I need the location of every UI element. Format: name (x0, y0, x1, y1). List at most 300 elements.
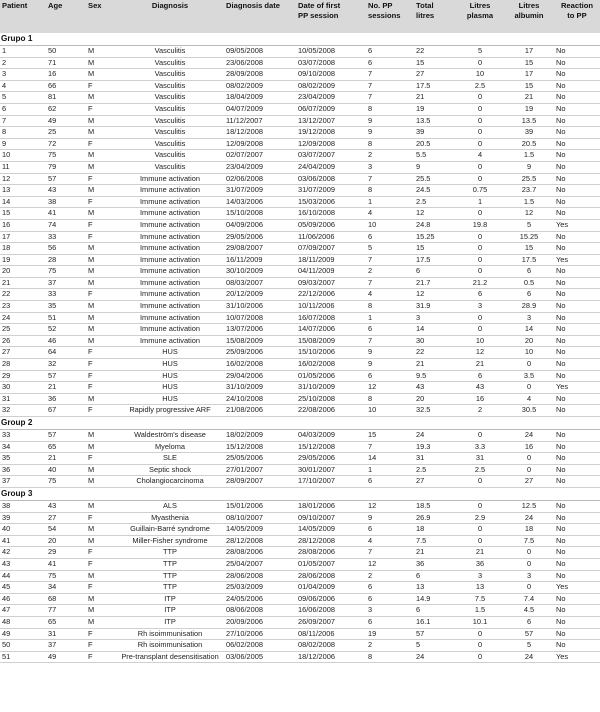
cell-pp-sessions: 12 (366, 382, 414, 394)
cell-reaction: No (554, 335, 600, 347)
cell-diagnosis: Septic shock (116, 464, 224, 476)
cell-patient: 42 (0, 547, 46, 559)
cell-pp-sessions: 8 (366, 301, 414, 313)
cell-diagnosis: HUS (116, 370, 224, 382)
table-row (0, 254, 600, 266)
cell-total-litres: 26.9 (414, 512, 456, 524)
cell-pp-sessions: 2 (366, 150, 414, 162)
cell-reaction: No (554, 524, 600, 536)
cell-sex: M (86, 150, 116, 162)
cell-age: 29 (46, 547, 86, 559)
cell-diagnosis-date: 25/04/2007 (224, 558, 296, 570)
cell-diagnosis: Miller-Fisher syndrome (116, 535, 224, 547)
cell-litres-albumin: 24 (504, 651, 554, 663)
cell-litres-plasma: 0 (456, 138, 504, 150)
column-header-first-pp: Date of first PP session (296, 0, 366, 33)
cell-patient: 27 (0, 347, 46, 359)
cell-sex: F (86, 547, 116, 559)
cell-total-litres: 13 (414, 582, 456, 594)
cell-first-pp: 14/07/2006 (296, 324, 366, 336)
cell-age: 51 (46, 312, 86, 324)
cell-litres-plasma: 3.3 (456, 441, 504, 453)
cell-litres-plasma: 36 (456, 558, 504, 570)
cell-diagnosis-date: 25/05/2006 (224, 453, 296, 465)
cell-diagnosis-date: 28/08/2006 (224, 547, 296, 559)
cell-pp-sessions: 4 (366, 208, 414, 220)
cell-diagnosis: ITP (116, 593, 224, 605)
column-header-litres-albumin: Litres albumin (504, 0, 554, 33)
cell-litres-plasma: 0 (456, 324, 504, 336)
cell-diagnosis-date: 28/06/2008 (224, 570, 296, 582)
cell-patient: 1 (0, 46, 46, 58)
cell-first-pp: 15/08/2009 (296, 335, 366, 347)
table-row (0, 92, 600, 104)
cell-patient: 36 (0, 464, 46, 476)
cell-total-litres: 2.5 (414, 464, 456, 476)
cell-pp-sessions: 6 (366, 524, 414, 536)
cell-total-litres: 27 (414, 69, 456, 81)
cell-litres-plasma: 12 (456, 347, 504, 359)
cell-sex: M (86, 570, 116, 582)
table-row (0, 161, 600, 173)
cell-age: 66 (46, 80, 86, 92)
cell-pp-sessions: 1 (366, 464, 414, 476)
cell-sex: M (86, 301, 116, 313)
cell-litres-albumin: 15.25 (504, 231, 554, 243)
column-header-diagnosis: Diagnosis (116, 0, 224, 33)
cell-sex: M (86, 254, 116, 266)
cell-pp-sessions: 4 (366, 289, 414, 301)
cell-sex: F (86, 347, 116, 359)
cell-total-litres: 6 (414, 570, 456, 582)
table-row (0, 185, 600, 197)
cell-litres-plasma: 0 (456, 651, 504, 663)
cell-diagnosis-date: 20/12/2009 (224, 289, 296, 301)
cell-age: 21 (46, 453, 86, 465)
column-header-total-litres: Total litres (414, 0, 456, 33)
table-row (0, 430, 600, 442)
cell-age: 75 (46, 266, 86, 278)
cell-litres-albumin: 15 (504, 57, 554, 69)
cell-diagnosis-date: 31/07/2009 (224, 185, 296, 197)
cell-total-litres: 2.5 (414, 196, 456, 208)
cell-patient: 41 (0, 535, 46, 547)
cell-reaction: Yes (554, 582, 600, 594)
cell-first-pp: 30/01/2007 (296, 464, 366, 476)
cell-first-pp: 03/07/2008 (296, 57, 366, 69)
cell-litres-albumin: 25.5 (504, 173, 554, 185)
cell-litres-albumin: 5 (504, 640, 554, 652)
cell-litres-plasma: 0 (456, 231, 504, 243)
cell-age: 67 (46, 405, 86, 417)
cell-age: 36 (46, 393, 86, 405)
cell-diagnosis-date: 03/06/2005 (224, 651, 296, 663)
cell-reaction: No (554, 476, 600, 488)
cell-first-pp: 08/11/2006 (296, 628, 366, 640)
cell-reaction: No (554, 69, 600, 81)
cell-first-pp: 28/06/2008 (296, 570, 366, 582)
cell-pp-sessions: 15 (366, 430, 414, 442)
cell-total-litres: 17.5 (414, 254, 456, 266)
cell-sex: M (86, 69, 116, 81)
cell-diagnosis-date: 28/09/2008 (224, 69, 296, 81)
cell-patient: 43 (0, 558, 46, 570)
cell-diagnosis-date: 13/07/2006 (224, 324, 296, 336)
cell-litres-plasma: 4 (456, 150, 504, 162)
cell-first-pp: 10/05/2008 (296, 46, 366, 58)
cell-sex: M (86, 605, 116, 617)
cell-age: 62 (46, 103, 86, 115)
table-row (0, 500, 600, 512)
table-row (0, 266, 600, 278)
cell-age: 37 (46, 277, 86, 289)
table-row (0, 150, 600, 162)
cell-age: 65 (46, 616, 86, 628)
cell-first-pp: 09/10/2007 (296, 512, 366, 524)
cell-patient: 7 (0, 115, 46, 127)
table-row (0, 347, 600, 359)
cell-patient: 31 (0, 393, 46, 405)
cell-pp-sessions: 8 (366, 651, 414, 663)
cell-total-litres: 30 (414, 335, 456, 347)
cell-diagnosis: HUS (116, 359, 224, 371)
cell-diagnosis-date: 02/06/2008 (224, 173, 296, 185)
cell-patient: 6 (0, 103, 46, 115)
cell-sex: M (86, 593, 116, 605)
cell-diagnosis: Immune activation (116, 243, 224, 255)
cell-diagnosis-date: 23/06/2008 (224, 57, 296, 69)
cell-pp-sessions: 7 (366, 441, 414, 453)
cell-sex: F (86, 651, 116, 663)
cell-litres-plasma: 6 (456, 289, 504, 301)
cell-pp-sessions: 8 (366, 393, 414, 405)
cell-pp-sessions: 9 (366, 127, 414, 139)
cell-pp-sessions: 6 (366, 616, 414, 628)
cell-litres-albumin: 16 (504, 441, 554, 453)
cell-patient: 29 (0, 370, 46, 382)
cell-first-pp: 12/09/2008 (296, 138, 366, 150)
cell-total-litres: 15.25 (414, 231, 456, 243)
cell-litres-albumin: 57 (504, 628, 554, 640)
cell-diagnosis: Myeloma (116, 441, 224, 453)
cell-first-pp: 01/05/2006 (296, 370, 366, 382)
cell-sex: F (86, 173, 116, 185)
cell-total-litres: 21 (414, 547, 456, 559)
cell-pp-sessions: 1 (366, 312, 414, 324)
cell-total-litres: 18 (414, 524, 456, 536)
cell-first-pp: 25/10/2008 (296, 393, 366, 405)
table-row (0, 582, 600, 594)
table-body (0, 33, 600, 663)
cell-sex: M (86, 476, 116, 488)
cell-total-litres: 31.9 (414, 301, 456, 313)
cell-diagnosis: Waldeström's disease (116, 430, 224, 442)
cell-litres-plasma: 5 (456, 46, 504, 58)
cell-total-litres: 24 (414, 651, 456, 663)
cell-sex: M (86, 115, 116, 127)
cell-reaction: No (554, 115, 600, 127)
cell-age: 65 (46, 441, 86, 453)
cell-diagnosis-date: 18/02/2009 (224, 430, 296, 442)
cell-patient: 32 (0, 405, 46, 417)
cell-total-litres: 31 (414, 453, 456, 465)
cell-diagnosis-date: 11/12/2007 (224, 115, 296, 127)
cell-age: 75 (46, 150, 86, 162)
cell-litres-albumin: 0.5 (504, 277, 554, 289)
group-label: Group 2 (0, 417, 600, 430)
cell-age: 43 (46, 185, 86, 197)
table-row (0, 382, 600, 394)
cell-patient: 2 (0, 57, 46, 69)
table-row (0, 628, 600, 640)
table-row (0, 208, 600, 220)
cell-age: 21 (46, 382, 86, 394)
cell-age: 57 (46, 430, 86, 442)
cell-total-litres: 19 (414, 103, 456, 115)
cell-diagnosis: Vasculitis (116, 69, 224, 81)
cell-litres-albumin: 30.5 (504, 405, 554, 417)
cell-age: 74 (46, 219, 86, 231)
table-row (0, 289, 600, 301)
cell-pp-sessions: 14 (366, 453, 414, 465)
table-row (0, 547, 600, 559)
cell-litres-plasma: 0 (456, 115, 504, 127)
cell-patient: 47 (0, 605, 46, 617)
cell-pp-sessions: 2 (366, 640, 414, 652)
cell-reaction: No (554, 150, 600, 162)
cell-diagnosis-date: 02/07/2007 (224, 150, 296, 162)
cell-litres-albumin: 3.5 (504, 370, 554, 382)
cell-diagnosis-date: 20/09/2006 (224, 616, 296, 628)
cell-total-litres: 12 (414, 208, 456, 220)
cell-first-pp: 03/06/2008 (296, 173, 366, 185)
cell-diagnosis-date: 15/08/2009 (224, 335, 296, 347)
table-row (0, 69, 600, 81)
cell-first-pp: 28/12/2008 (296, 535, 366, 547)
cell-litres-plasma: 3 (456, 570, 504, 582)
cell-first-pp: 29/05/2006 (296, 453, 366, 465)
cell-reaction: No (554, 512, 600, 524)
cell-diagnosis-date: 15/10/2008 (224, 208, 296, 220)
cell-litres-albumin: 4 (504, 393, 554, 405)
cell-sex: F (86, 231, 116, 243)
cell-total-litres: 21 (414, 359, 456, 371)
cell-patient: 40 (0, 524, 46, 536)
cell-diagnosis: Vasculitis (116, 80, 224, 92)
table-row (0, 605, 600, 617)
cell-litres-albumin: 39 (504, 127, 554, 139)
cell-patient: 23 (0, 301, 46, 313)
cell-litres-albumin: 0 (504, 464, 554, 476)
cell-litres-albumin: 24 (504, 512, 554, 524)
cell-first-pp: 18/11/2009 (296, 254, 366, 266)
cell-diagnosis: Guillain-Barré syndrome (116, 524, 224, 536)
cell-reaction: No (554, 138, 600, 150)
table-row (0, 196, 600, 208)
cell-first-pp: 01/05/2007 (296, 558, 366, 570)
table-row (0, 80, 600, 92)
table-row (0, 370, 600, 382)
cell-diagnosis: Rapidly progressive ARF (116, 405, 224, 417)
cell-sex: F (86, 370, 116, 382)
cell-diagnosis: Cholangiocarcinoma (116, 476, 224, 488)
cell-patient: 44 (0, 570, 46, 582)
cell-age: 68 (46, 593, 86, 605)
cell-total-litres: 24.5 (414, 185, 456, 197)
cell-diagnosis-date: 18/04/2009 (224, 92, 296, 104)
cell-age: 81 (46, 92, 86, 104)
table-row (0, 558, 600, 570)
cell-reaction: No (554, 558, 600, 570)
cell-reaction: No (554, 628, 600, 640)
cell-litres-plasma: 0 (456, 266, 504, 278)
cell-patient: 3 (0, 69, 46, 81)
cell-litres-plasma: 0 (456, 500, 504, 512)
cell-reaction: No (554, 616, 600, 628)
cell-sex: M (86, 127, 116, 139)
cell-reaction: No (554, 547, 600, 559)
cell-litres-plasma: 13 (456, 582, 504, 594)
table-row (0, 359, 600, 371)
table-row (0, 219, 600, 231)
cell-litres-albumin: 7.4 (504, 593, 554, 605)
cell-reaction: No (554, 500, 600, 512)
cell-litres-albumin: 9 (504, 161, 554, 173)
cell-first-pp: 03/07/2007 (296, 150, 366, 162)
cell-litres-plasma: 7.5 (456, 593, 504, 605)
cell-sex: M (86, 441, 116, 453)
cell-litres-plasma: 0 (456, 312, 504, 324)
cell-litres-plasma: 10 (456, 335, 504, 347)
cell-sex: F (86, 628, 116, 640)
cell-pp-sessions: 7 (366, 277, 414, 289)
cell-litres-plasma: 0 (456, 161, 504, 173)
cell-sex: F (86, 138, 116, 150)
cell-total-litres: 14 (414, 324, 456, 336)
cell-sex: M (86, 535, 116, 547)
cell-diagnosis: Vasculitis (116, 127, 224, 139)
cell-litres-albumin: 5 (504, 219, 554, 231)
cell-diagnosis: Vasculitis (116, 138, 224, 150)
cell-litres-albumin: 3 (504, 570, 554, 582)
cell-total-litres: 17.5 (414, 80, 456, 92)
cell-patient: 35 (0, 453, 46, 465)
cell-sex: F (86, 453, 116, 465)
cell-total-litres: 39 (414, 127, 456, 139)
cell-patient: 39 (0, 512, 46, 524)
cell-reaction: No (554, 301, 600, 313)
cell-litres-albumin: 18 (504, 524, 554, 536)
cell-first-pp: 18/01/2006 (296, 500, 366, 512)
cell-litres-plasma: 21 (456, 359, 504, 371)
cell-total-litres: 5.5 (414, 150, 456, 162)
cell-age: 41 (46, 208, 86, 220)
cell-age: 64 (46, 347, 86, 359)
cell-diagnosis: Vasculitis (116, 115, 224, 127)
cell-diagnosis: Rh isoimmunisation (116, 640, 224, 652)
cell-reaction: No (554, 324, 600, 336)
cell-reaction: No (554, 347, 600, 359)
cell-diagnosis-date: 06/02/2008 (224, 640, 296, 652)
cell-diagnosis: Vasculitis (116, 46, 224, 58)
cell-diagnosis: ALS (116, 500, 224, 512)
table-row (0, 535, 600, 547)
cell-first-pp: 24/04/2009 (296, 161, 366, 173)
cell-reaction: No (554, 103, 600, 115)
cell-patient: 16 (0, 219, 46, 231)
cell-litres-albumin: 15 (504, 243, 554, 255)
cell-patient: 45 (0, 582, 46, 594)
cell-age: 54 (46, 524, 86, 536)
cell-pp-sessions: 19 (366, 628, 414, 640)
cell-pp-sessions: 7 (366, 547, 414, 559)
cell-pp-sessions: 9 (366, 359, 414, 371)
cell-diagnosis: ITP (116, 605, 224, 617)
cell-diagnosis-date: 25/03/2009 (224, 582, 296, 594)
cell-reaction: No (554, 359, 600, 371)
cell-sex: F (86, 640, 116, 652)
cell-age: 16 (46, 69, 86, 81)
cell-diagnosis: Immune activation (116, 312, 224, 324)
header-row (0, 0, 600, 33)
cell-patient: 11 (0, 161, 46, 173)
cell-litres-albumin: 0 (504, 547, 554, 559)
table-row (0, 231, 600, 243)
cell-patient: 17 (0, 231, 46, 243)
cell-reaction: No (554, 127, 600, 139)
cell-total-litres: 43 (414, 382, 456, 394)
cell-sex: F (86, 219, 116, 231)
cell-patient: 51 (0, 651, 46, 663)
cell-litres-albumin: 12 (504, 208, 554, 220)
cell-first-pp: 19/12/2008 (296, 127, 366, 139)
cell-litres-albumin: 12.5 (504, 500, 554, 512)
table-row (0, 46, 600, 58)
cell-first-pp: 14/05/2009 (296, 524, 366, 536)
cell-pp-sessions: 9 (366, 512, 414, 524)
cell-first-pp: 22/08/2006 (296, 405, 366, 417)
cell-diagnosis: TTP (116, 558, 224, 570)
cell-diagnosis: Immune activation (116, 266, 224, 278)
cell-age: 33 (46, 231, 86, 243)
cell-diagnosis: HUS (116, 393, 224, 405)
cell-pp-sessions: 3 (366, 605, 414, 617)
cell-litres-albumin: 13.5 (504, 115, 554, 127)
cell-litres-plasma: 0 (456, 103, 504, 115)
cell-patient: 19 (0, 254, 46, 266)
cell-patient: 48 (0, 616, 46, 628)
table-row (0, 593, 600, 605)
cell-total-litres: 15 (414, 243, 456, 255)
cell-reaction: Yes (554, 382, 600, 394)
cell-litres-albumin: 17.5 (504, 254, 554, 266)
cell-total-litres: 21.7 (414, 277, 456, 289)
table-row (0, 464, 600, 476)
cell-diagnosis: Immune activation (116, 196, 224, 208)
table-row (0, 324, 600, 336)
cell-total-litres: 22 (414, 46, 456, 58)
column-header-litres-plasma: Litres plasma (456, 0, 504, 33)
column-header-diagnosis-date: Diagnosis date (224, 0, 296, 33)
table-row (0, 524, 600, 536)
column-header-sex: Sex (86, 0, 116, 33)
cell-age: 27 (46, 512, 86, 524)
cell-diagnosis: SLE (116, 453, 224, 465)
cell-reaction: No (554, 289, 600, 301)
cell-age: 75 (46, 476, 86, 488)
cell-age: 71 (46, 57, 86, 69)
cell-litres-plasma: 0.75 (456, 185, 504, 197)
